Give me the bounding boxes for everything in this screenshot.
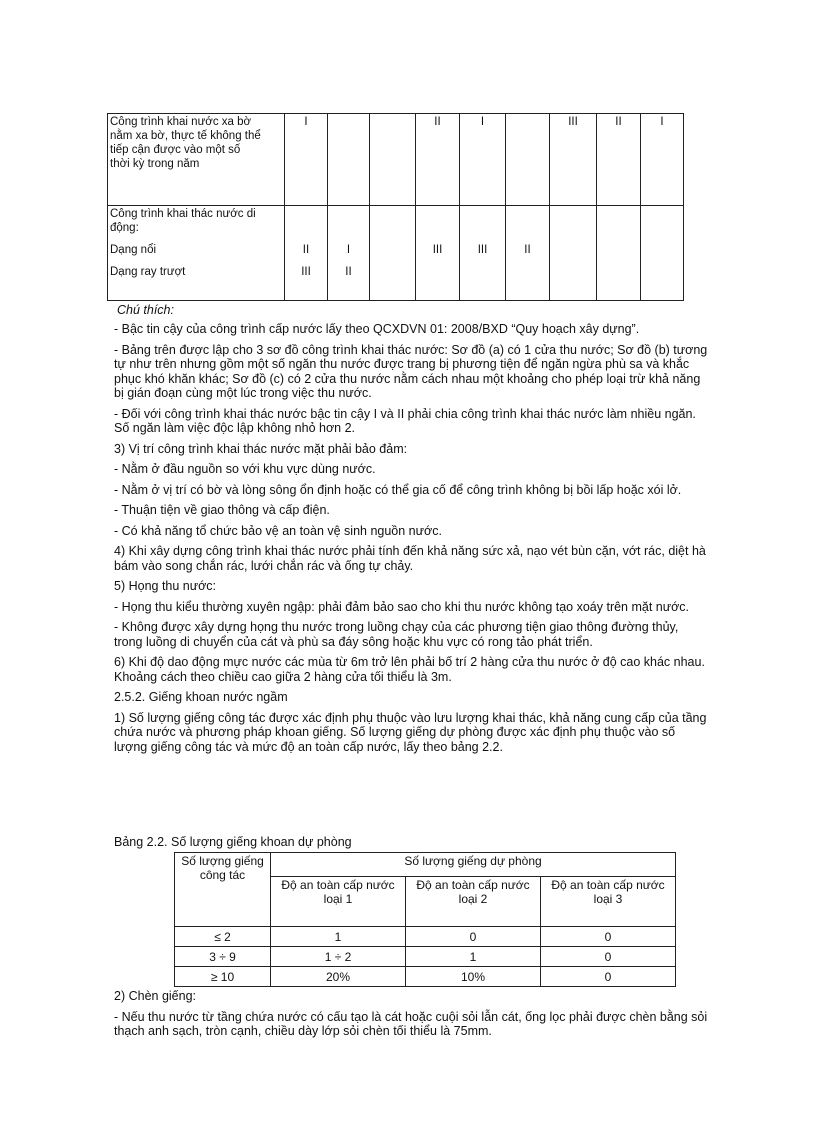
table-row — [175, 967, 676, 987]
table-cell — [370, 114, 416, 206]
paragraph: - Thuận tiện về giao thông và cấp điện. — [114, 503, 330, 517]
table-row — [175, 947, 676, 967]
paragraph: - Nằm ở đầu nguồn so với khu vực dùng nước. — [114, 462, 376, 476]
paragraph: 1) Số lượng giếng công tác được xác định phụ thuộc vào lưu lượng khai thác, khả năng cung cấp của tầng chứa nước và phương pháp khoan giếng. Số lượng giếng dự phòng được xác định phụ thuộc vào số lượng giếng công tác và mức độ an toàn cấp nước, lấy theo bảng 2.2. — [114, 710, 707, 754]
reliability-table — [107, 113, 684, 301]
paragraph: - Không được xây dựng họng thu nước trong luồng chạy của các phương tiện giao thông đường thủy, trong luồng di chuyển của cát và phù sa đáy sông hoặc khu vực có rong tảo phát triển. — [114, 620, 679, 649]
paragraph: 5) Họng thu nước: — [114, 579, 217, 593]
paragraph: - Bậc tin cậy của công trình cấp nước lấy theo QCXDVN 01: 2008/BXD “Quy hoạch xây dựng”. — [114, 322, 640, 336]
paragraph: - Họng thu kiểu thường xuyên ngập: phải đảm bảo sao cho khi thu nước không tạo xoáy trên mặt nước. — [114, 599, 690, 614]
header-cell: Số lượng giếng dự phòng — [271, 853, 676, 877]
table-cell: 3 ÷ 9 — [175, 947, 271, 967]
table-header-row — [175, 853, 676, 877]
table-cell: 0 — [541, 967, 676, 987]
table-caption: Bảng 2.2. Số lượng giếng khoan dự phòng — [114, 835, 352, 849]
header-cell: Độ an toàn cấp nước loại 3 — [541, 877, 676, 927]
body-text — [114, 322, 710, 760]
table-cell: 20% — [271, 967, 406, 987]
table-cell: ≤ 2 — [175, 927, 271, 947]
table-cell: 0 — [406, 927, 541, 947]
table-cell — [597, 206, 641, 301]
table-cell: III — [416, 206, 460, 301]
paragraph: 4) Khi xây dựng công trình khai thác nước phải tính đến khả năng sức xả, nạo vét bùn cặn, vớt rác, diệt hà bám vào song chắn rác, lưới chắn rác và ống tự chảy. — [114, 544, 706, 573]
paragraph: 6) Khi độ dao động mực nước các mùa từ 6m trở lên phải bố trí 2 hàng cửa thu nước ở độ cao khác nhau. Khoảng cách theo chiều cao giữa 2 hàng cửa tối thiểu là 3m. — [114, 655, 705, 684]
section-heading: 2.5.2. Giếng khoan nước ngầm — [114, 690, 288, 704]
table-row — [108, 114, 684, 206]
row-label: Công trình khai thác nước di động: Dạng nổi Dạng ray trượt — [108, 206, 285, 301]
table-cell: III — [550, 114, 597, 206]
table-cell: 10% — [406, 967, 541, 987]
table-cell — [550, 206, 597, 301]
table-cell: II — [506, 206, 550, 301]
table-cell: I — [285, 114, 328, 206]
header-cell: Độ an toàn cấp nước loại 2 — [406, 877, 541, 927]
table-cell: 1 — [271, 927, 406, 947]
table-row — [175, 927, 676, 947]
backup-wells-table — [174, 852, 676, 987]
paragraph: - Nằm ở vị trí có bờ và lòng sông ổn định hoặc có thể gia cố để công trình không bị bồi lấp hoặc xói lở. — [114, 482, 682, 497]
table-cell: II — [597, 114, 641, 206]
table-cell — [328, 114, 370, 206]
table-cell: III — [460, 206, 506, 301]
paragraph: 3) Vị trí công trình khai thác nước mặt phải bảo đảm: — [114, 441, 408, 456]
paragraph: - Đối với công trình khai thác nước bậc tin cậy I và II phải chia công trình khai thác nước làm nhiều ngăn. Số ngăn làm việc độc lập không nhỏ hơn 2. — [114, 406, 696, 435]
table-cell: I — [641, 114, 684, 206]
table-cell: II III — [285, 206, 328, 301]
table-cell: 1 — [406, 947, 541, 967]
paragraph: - Bảng trên được lập cho 3 sơ đồ công trình khai thác nước: Sơ đồ (a) có 1 cửa thu nước; Sơ đồ (b) tương tự như trên nhưng gồm một số ngăn thu nước được trang bị phương tiện để ngăn ngừa phù sa và khắc phục khó khăn khác; Sơ đồ (c) có 2 cửa thu nước nằm cách nhau một khoảng cho phép loại trừ khả năng bị gián đoạn cùng một lúc trong việc thu nước. — [114, 342, 708, 400]
table-cell — [641, 206, 684, 301]
body-text-continued — [114, 989, 710, 1045]
paragraph: 2) Chèn giếng: — [114, 989, 197, 1003]
paragraph: - Có khả năng tổ chức bảo vệ an toàn vệ sinh nguồn nước. — [114, 523, 442, 538]
table-cell: 0 — [541, 947, 676, 967]
header-cell: Số lượng giếng công tác — [175, 853, 271, 927]
table-cell — [370, 206, 416, 301]
header-cell: Độ an toàn cấp nước loại 1 — [271, 877, 406, 927]
table-cell: I — [460, 114, 506, 206]
paragraph: - Nếu thu nước từ tầng chứa nước có cấu tạo là cát hoặc cuội sỏi lẫn cát, ống lọc phải được chèn bằng sỏi thạch anh sạch, tròn cạnh, chiều dày lớp sỏi chèn tối thiểu là 75mm. — [114, 1009, 708, 1038]
table-row — [108, 206, 684, 301]
table-cell: II — [416, 114, 460, 206]
table-cell — [506, 114, 550, 206]
table-cell: ≥ 10 — [175, 967, 271, 987]
table-cell: 1 ÷ 2 — [271, 947, 406, 967]
row-label: Công trình khai nước xa bờ nằm xa bờ, thực tế không thể tiếp cận được vào một số thời kỳ trong năm — [108, 114, 285, 206]
table-cell: 0 — [541, 927, 676, 947]
table-cell: I II — [328, 206, 370, 301]
note-title: Chú thích: — [117, 303, 174, 317]
